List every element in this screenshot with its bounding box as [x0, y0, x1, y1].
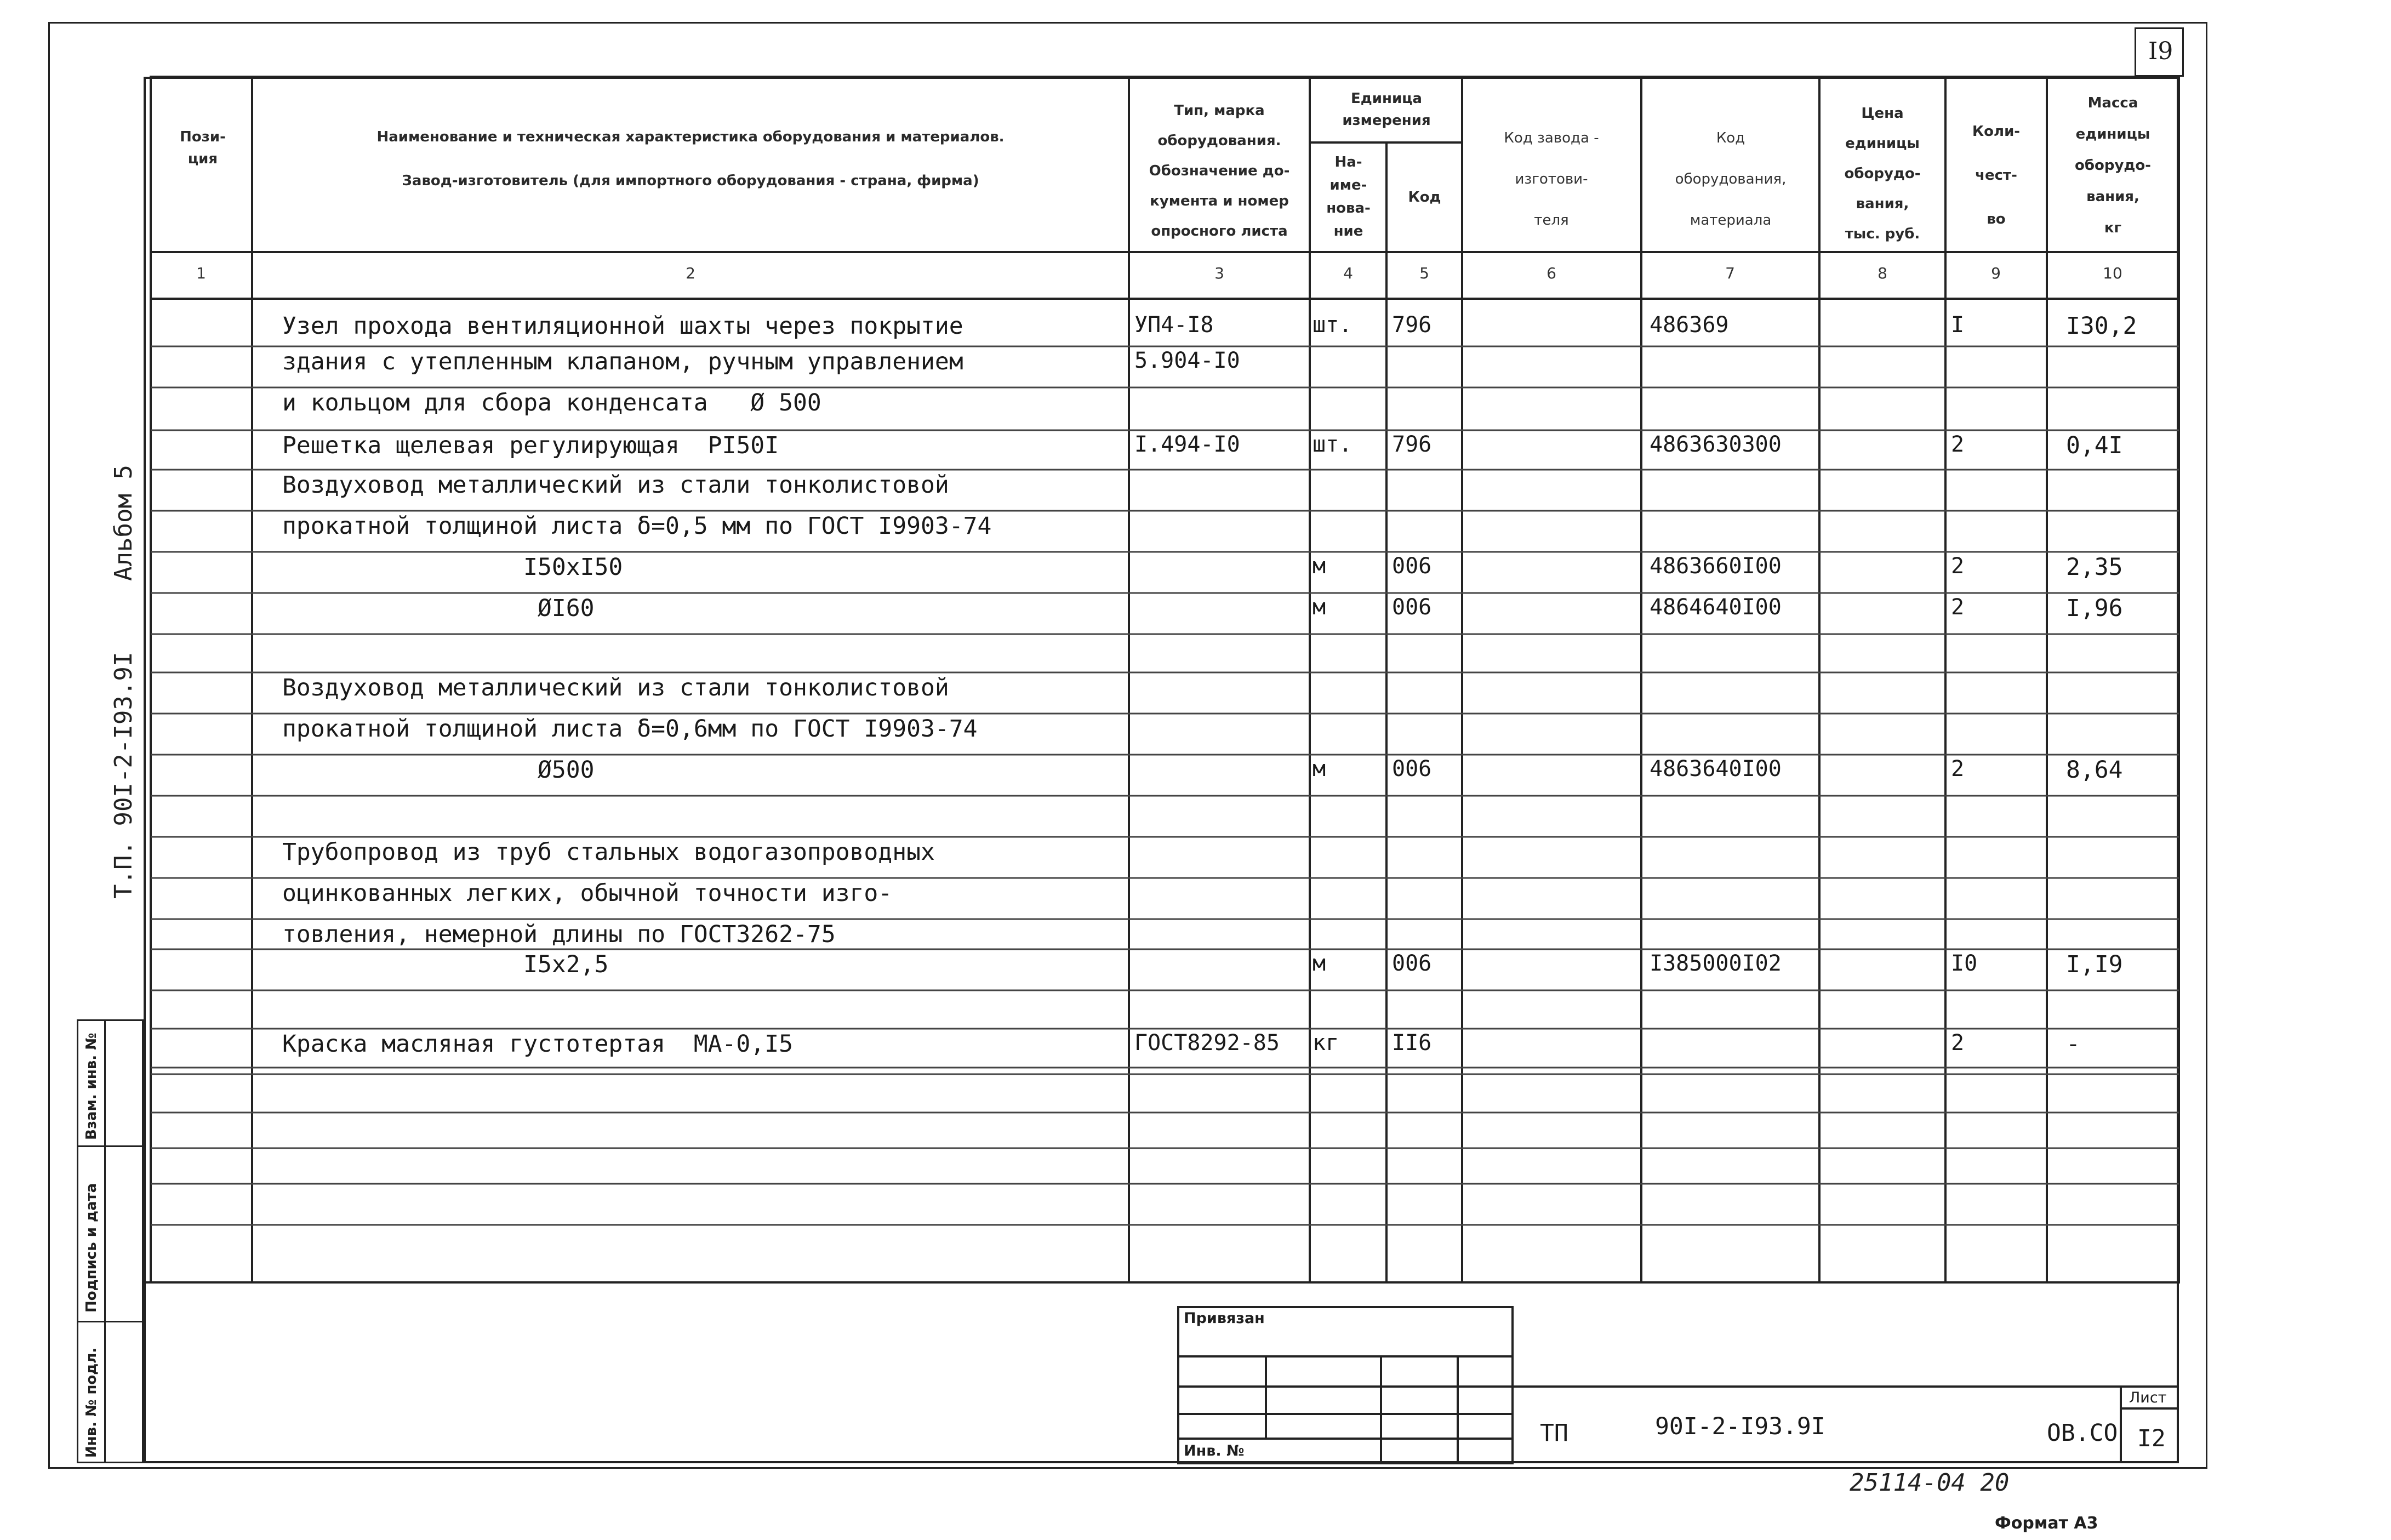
- item-name: Воздуховод металлический из стали тонколистовой: [282, 471, 949, 499]
- item-mass: 0,4I: [2066, 432, 2123, 459]
- item-unit-code: 006: [1392, 951, 1432, 976]
- item-name: Решетка щелевая регулирующая PI50I: [282, 432, 779, 459]
- item-name: Воздуховод металлический из стали тонколистовой: [282, 674, 949, 701]
- side-label-tp: Т.П. 90I-2-I93.9I: [110, 652, 138, 899]
- item-equipment-code: 486369: [1650, 312, 1729, 338]
- item-quantity: 2: [1951, 432, 1965, 457]
- stamp-podpis: Подпись и дата: [83, 1183, 100, 1313]
- item-name: Трубопровод из труб стальных водогазопроводных: [282, 839, 935, 866]
- item-equipment-code: I385000I02: [1650, 951, 1782, 976]
- title-block-privyazan: Привязан: [1184, 1310, 1265, 1327]
- item-name: и кольцом для сбора конденсата Ø 500: [282, 389, 821, 417]
- item-name: оцинкованных легких, обычной точности изго-: [282, 880, 893, 907]
- item-name: Краска масляная густотертая МА-0,I5: [282, 1030, 793, 1058]
- item-quantity: 2: [1951, 595, 1965, 620]
- column-number: 10: [2103, 264, 2122, 282]
- item-quantity: 2: [1951, 1030, 1965, 1056]
- item-mass: 2,35: [2066, 554, 2123, 581]
- item-mass: -: [2066, 1030, 2080, 1058]
- item-unit-code: 006: [1392, 595, 1432, 620]
- header-quantity: Коли- чест- во: [1972, 123, 2021, 227]
- item-unit-code: 006: [1392, 554, 1432, 579]
- item-name: I5x2,5: [282, 951, 609, 978]
- title-block-doc-no: 90I-2-I93.9I: [1655, 1413, 1825, 1440]
- column-number: 2: [686, 264, 695, 282]
- item-name: прокатной толщиной листа δ=0,5 мм по ГОСТ I9903-74: [282, 512, 992, 540]
- stamp-inv: Инв. № подл.: [83, 1347, 100, 1458]
- item-name: Узел прохода вентиляционной шахты через покрытие: [282, 312, 963, 340]
- item-mass: I30,2: [2066, 312, 2137, 340]
- column-number: 4: [1343, 264, 1353, 282]
- footer-format: Формат А3: [1995, 1514, 2098, 1533]
- header-position: Пози- ция: [180, 129, 226, 167]
- header-equipment-code: Код оборудования, материала: [1675, 130, 1787, 229]
- header-unit: Единица измерения: [1342, 90, 1431, 129]
- item-unit: шт.: [1313, 312, 1353, 338]
- header-unit-code: Код: [1408, 189, 1441, 206]
- item-unit-code: 796: [1392, 432, 1432, 457]
- item-type: 5.904-I0: [1134, 348, 1240, 373]
- header-price: Цена единицы оборудо- вания, тыс. руб.: [1844, 105, 1921, 242]
- item-name: ØI60: [282, 595, 595, 622]
- item-type: ГОСТ8292-85: [1134, 1030, 1280, 1056]
- header-unit-name: На- име- нова- ние: [1326, 154, 1371, 239]
- title-block-sheet-label: Лист: [2129, 1389, 2167, 1406]
- header-mass: Масса единицы оборудо- вания, кг: [2074, 95, 2152, 236]
- item-name: I50xI50: [282, 554, 623, 581]
- item-equipment-code: 4863640I00: [1650, 756, 1782, 782]
- item-mass: I,96: [2066, 595, 2123, 622]
- title-block-tp: ТП: [1540, 1419, 1568, 1447]
- column-number: 6: [1547, 264, 1556, 282]
- title-block-inv-no: Инв. №: [1184, 1442, 1245, 1459]
- item-equipment-code: 4863630300: [1650, 432, 1782, 457]
- item-unit: м: [1313, 756, 1326, 782]
- header-type: Тип, марка оборудования. Обозначение до- кумента и номер опросного листа: [1149, 102, 1290, 239]
- item-name: прокатной толщиной листа δ=0,6мм по ГОСТ I9903-74: [282, 715, 978, 743]
- item-unit: м: [1313, 595, 1326, 620]
- item-unit-code: 006: [1392, 756, 1432, 782]
- column-number: 8: [1878, 264, 1887, 282]
- item-unit: шт.: [1313, 432, 1353, 457]
- item-equipment-code: 4864640I00: [1650, 595, 1782, 620]
- item-type: УП4-I8: [1134, 312, 1214, 338]
- side-label-album: Альбом 5: [110, 465, 138, 581]
- title-block-doc-code: ОВ.СО: [2047, 1419, 2118, 1447]
- item-quantity: 2: [1951, 554, 1965, 579]
- column-number: 7: [1725, 264, 1735, 282]
- item-mass: I,I9: [2066, 951, 2123, 978]
- item-name: товления, немерной длины по ГОСТ3262-75: [282, 921, 836, 948]
- title-block-sheet: I2: [2137, 1425, 2166, 1452]
- item-name: Ø500: [282, 756, 595, 784]
- item-unit: м: [1313, 554, 1326, 579]
- column-number: 1: [196, 264, 206, 282]
- item-unit: м: [1313, 951, 1326, 976]
- column-number: 9: [1991, 264, 2001, 282]
- header-factory-code: Код завода - изготови- теля: [1504, 130, 1599, 229]
- item-unit-code: 796: [1392, 312, 1432, 338]
- stamp-vzam: Взам. инв. №: [83, 1033, 100, 1140]
- column-number: 3: [1214, 264, 1224, 282]
- item-type: I.494-I0: [1134, 432, 1240, 457]
- item-unit-code: II6: [1392, 1030, 1432, 1056]
- header-name: Наименование и техническая характеристика оборудования и материалов. Завод-изготовитель (для импортного оборудования - страна, фирма): [376, 129, 1005, 189]
- item-name: здания с утепленным клапаном, ручным управлением: [282, 348, 963, 375]
- footer-handwritten-number: 25114-04 20: [1850, 1469, 2010, 1497]
- item-unit: кг: [1313, 1030, 1339, 1056]
- item-quantity: 2: [1951, 756, 1965, 782]
- sheet-number: I9: [2148, 37, 2173, 65]
- item-mass: 8,64: [2066, 756, 2123, 784]
- item-quantity: I: [1951, 312, 1965, 338]
- column-number: 5: [1419, 264, 1429, 282]
- item-equipment-code: 4863660I00: [1650, 554, 1782, 579]
- item-quantity: I0: [1951, 951, 1978, 976]
